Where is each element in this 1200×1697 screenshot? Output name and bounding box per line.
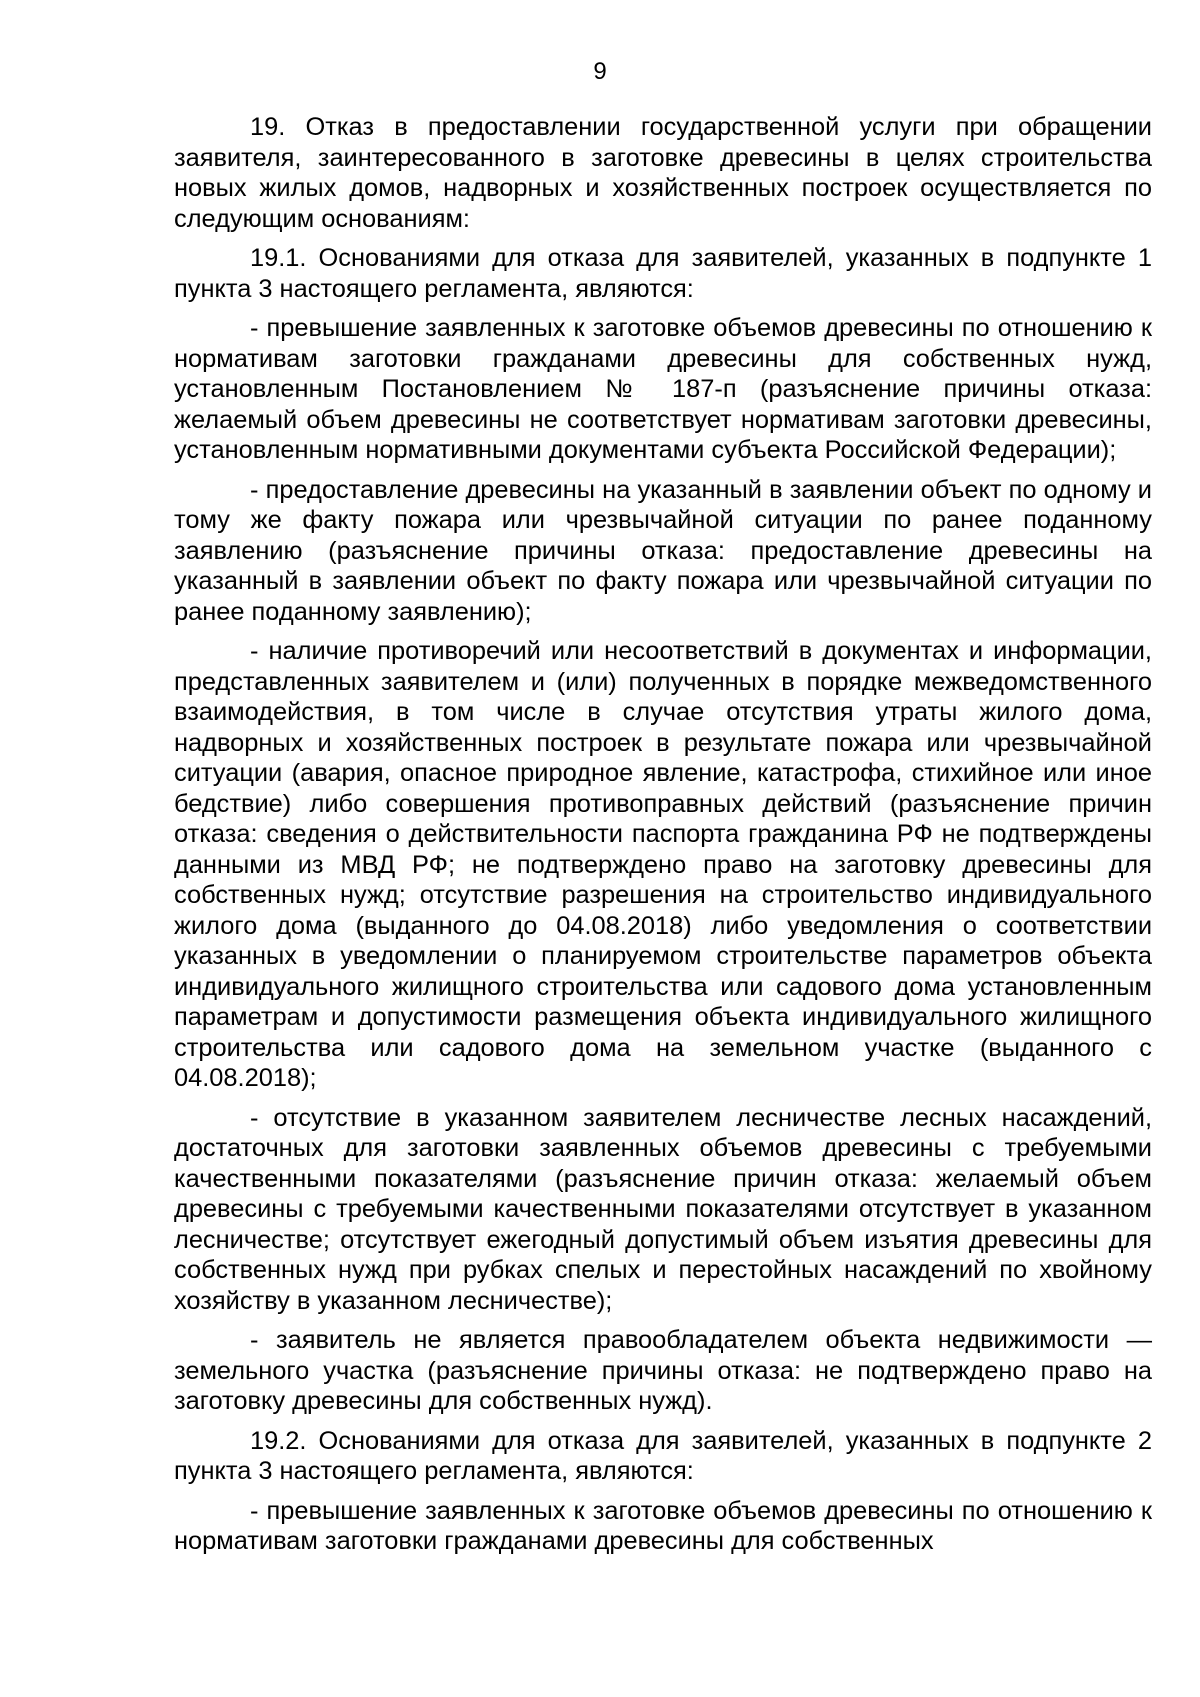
document-body <box>174 112 1152 1566</box>
page-number: 9 <box>593 58 607 85</box>
list-item-no-plantations: - отсутствие в указанном заявителем лесничестве лесных насаждений, достаточных для заготовки заявленных объемов древесины с требуемыми качественными показателями (разъяснение причин отказа: желаемый объем древесины с требуемыми качественными показателями отсутствует в указанном лесничестве; отсутствует ежегодный допустимый объем изъятия древесины для собственных нужд при рубках спелых и перестойных насаждений по хвойному хозяйству в указанном лесничестве); <box>174 1103 1152 1315</box>
paragraph-19-2: 19.2. Основаниями для отказа для заявителей, указанных в подпункте 2 пункта 3 настоящего регламента, являются: <box>174 1426 1152 1485</box>
list-item-not-owner: - заявитель не является правообладателем объекта недвижимости — земельного участка (разъяснение причины отказа: не подтверждено право на заготовку древесины для собственных нужд). <box>174 1326 1152 1415</box>
list-item-duplicate-request: - предоставление древесины на указанный в заявлении объект по одному и тому же факту пожара или чрезвычайной ситуации по ранее поданному заявлению (разъяснение причины отказа: предоставление древесины на указанный в заявлении объект по факту пожара или чрезвычайной ситуации по ранее поданному заявлению); <box>174 475 1152 626</box>
paragraph-19-1: 19.1. Основаниями для отказа для заявителей, указанных в подпункте 1 пункта 3 настоящего регламента, являются: <box>174 244 1152 303</box>
list-item-volume-excess-2: - превышение заявленных к заготовке объемов древесины по отношению к нормативам заготовки гражданами древесины для собственных <box>174 1496 1152 1555</box>
paragraph-19: 19. Отказ в предоставлении государственной услуги при обращении заявителя, заинтересованного в заготовке древесины в целях строительства новых жилых домов, надворных и хозяйственных построек осуществляется по следующим основаниям: <box>174 113 1152 233</box>
list-item-volume-excess: - превышение заявленных к заготовке объемов древесины по отношению к нормативам заготовки гражданами древесины для собственных нужд, установленным Постановлением № 187-п (разъяснение причины отказа: желаемый объем древесины не соответствует нормативам заготовки древесины, установленным нормативными документами субъекта Российской Федерации); <box>174 314 1152 464</box>
list-item-contradictions: - наличие противоречий или несоответствий в документах и информации, представленных заявителем и (или) полученных в порядке межведомственного взаимодействия, в том числе в случае отсутствия утраты жилого дома, надворных и хозяйственных построек в результате пожара или чрезвычайной ситуации (авария, опасное природное явление, катастрофа, стихийное или иное бедствие) либо совершения противоправных действий (разъяснение причин отказа: сведения о действительности паспорта гражданина РФ не подтверждены данными из МВД РФ; не подтверждено право на заготовку древесины для собственных нужд; отсутствие разрешения на строительство индивидуального жилого дома (выданного до 04.08.2018) либо уведомления о соответствии указанных в уведомлении о планируемом строительстве параметров объекта индивидуального жилищного строительства или садового дома установленным параметрам и допустимости размещения объекта индивидуального жилищного строительства или садового дома на земельном участке (выданного с 04.08.2018); <box>174 637 1152 1092</box>
